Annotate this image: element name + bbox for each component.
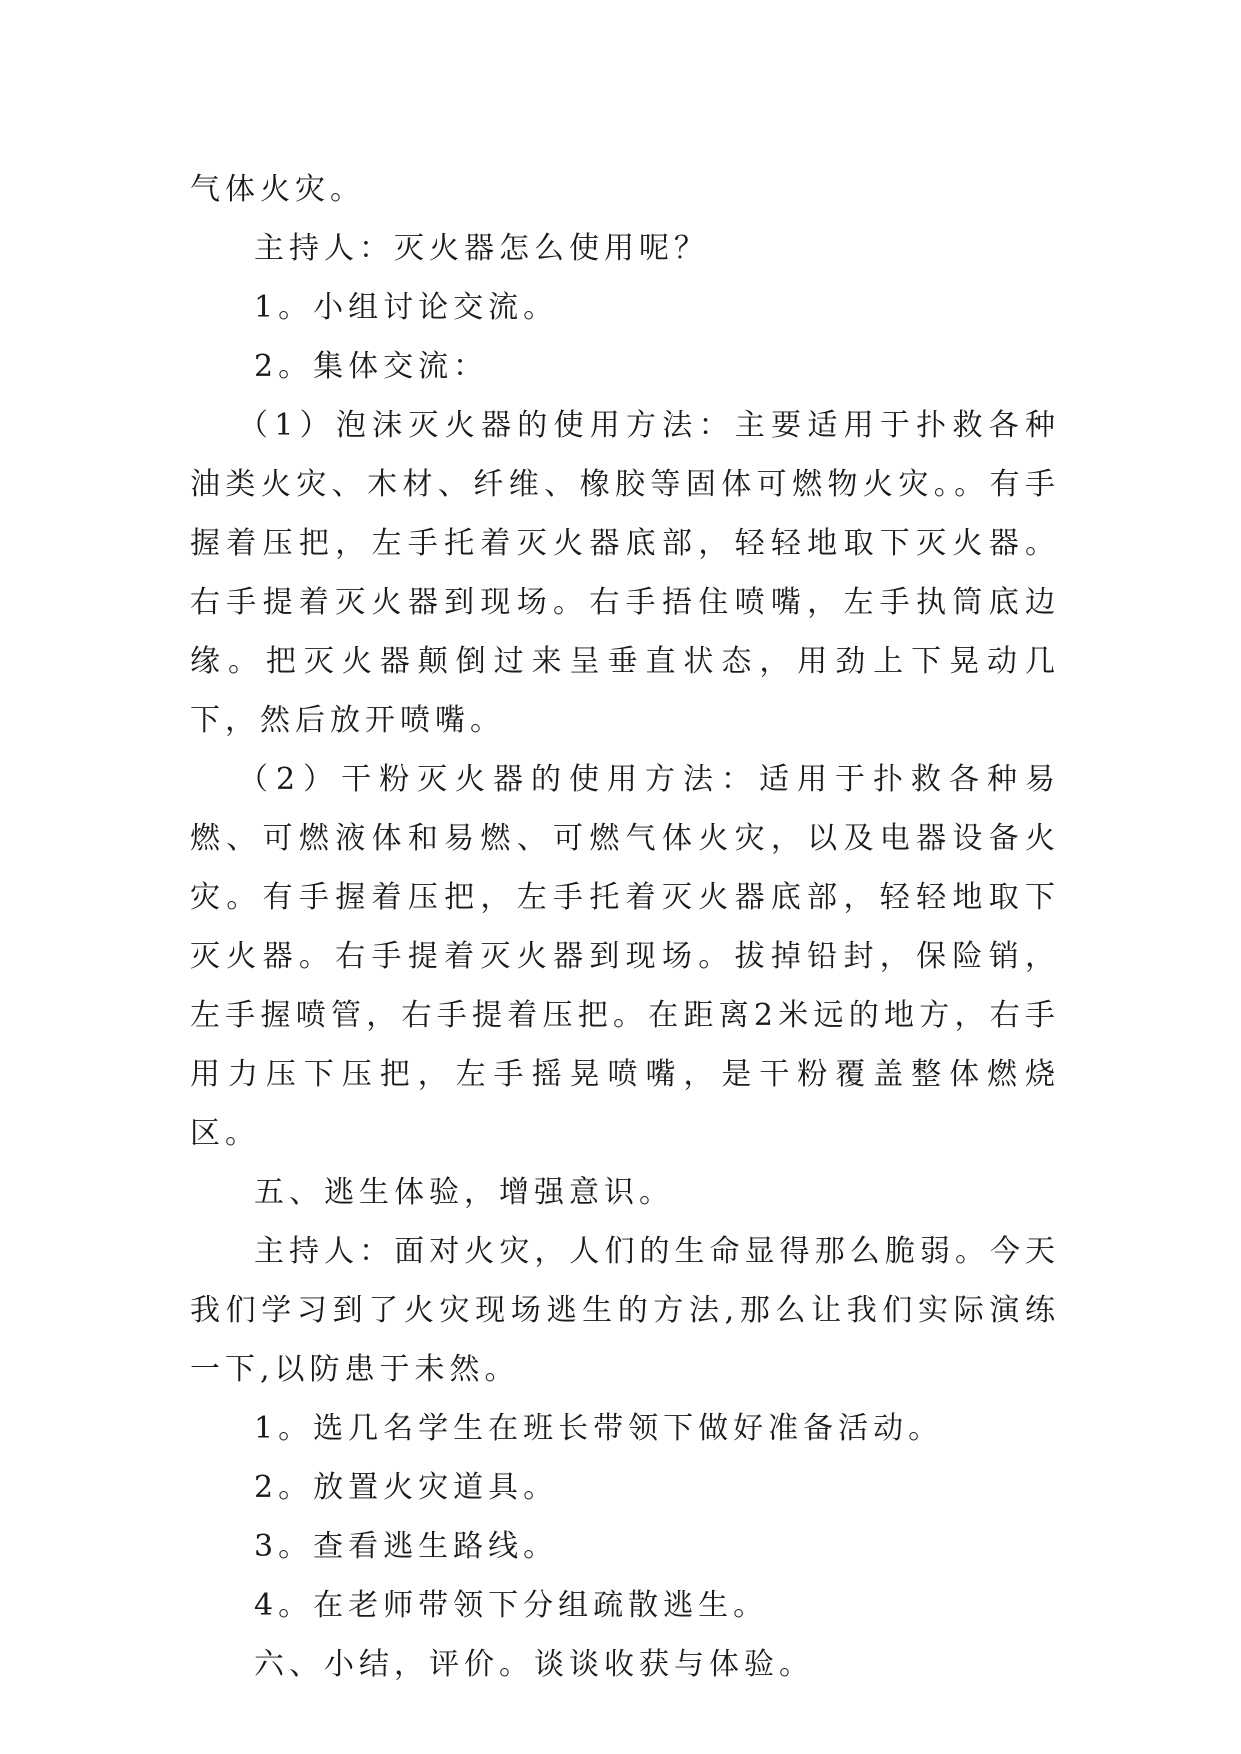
paragraph-host-escape: 主持人：面对火灾，人们的生命显得那么脆弱。今天我们学习到了火灾现场逃生的方法,那么让我们实际演练一下,以防患于未然。 xyxy=(190,1234,1060,1387)
paragraph-collective-exchange: 2。集体交流： xyxy=(254,349,489,384)
paragraph-group-discussion: 1。小组讨论交流。 xyxy=(254,290,559,325)
paragraph-powder-extinguisher: （2）干粉灭火器的使用方法：适用于扑救各种易燃、可燃液体和易燃、可燃气体火灾，以及电器设备火灾。有手握着压把，左手托着灭火器底部，轻轻地取下灭火器。右手提着灭火器到现场。拔掉铅封，保险销，左手握喷管，右手提着压把。在距离2米远的地方，右手用力压下压把，左手摇晃喷嘴，是干粉覆盖整体燃烧区。 xyxy=(190,762,1060,1151)
paragraph-host-question: 主持人：灭火器怎么使用呢？ xyxy=(254,231,709,266)
paragraph-step-2: 2。放置火灾道具。 xyxy=(254,1470,559,1505)
paragraph-foam-extinguisher: （1）泡沫灭火器的使用方法：主要适用于扑救各种油类火灾、木材、纤维、橡胶等固体可燃物火灾。。有手握着压把，左手托着灭火器底部，轻轻地取下灭火器。右手提着灭火器到现场。右手捂住喷嘴，左手执筒底边缘。把灭火器颠倒过来呈垂直状态，用劲上下晃动几下，然后放开喷嘴。 xyxy=(190,408,1060,738)
paragraph-step-1: 1。选几名学生在班长带领下做好准备活动。 xyxy=(254,1411,944,1446)
document-body xyxy=(190,160,1060,1694)
paragraph-step-4: 4。在老师带领下分组疏散逃生。 xyxy=(254,1588,769,1623)
paragraph-step-3: 3。查看逃生路线。 xyxy=(254,1529,559,1564)
paragraph-section-five: 五、逃生体验，增强意识。 xyxy=(254,1175,674,1210)
paragraph-gas-fire: 气体火灾。 xyxy=(190,172,365,207)
paragraph-section-six: 六、小结，评价。谈谈收获与体验。 xyxy=(254,1647,814,1682)
